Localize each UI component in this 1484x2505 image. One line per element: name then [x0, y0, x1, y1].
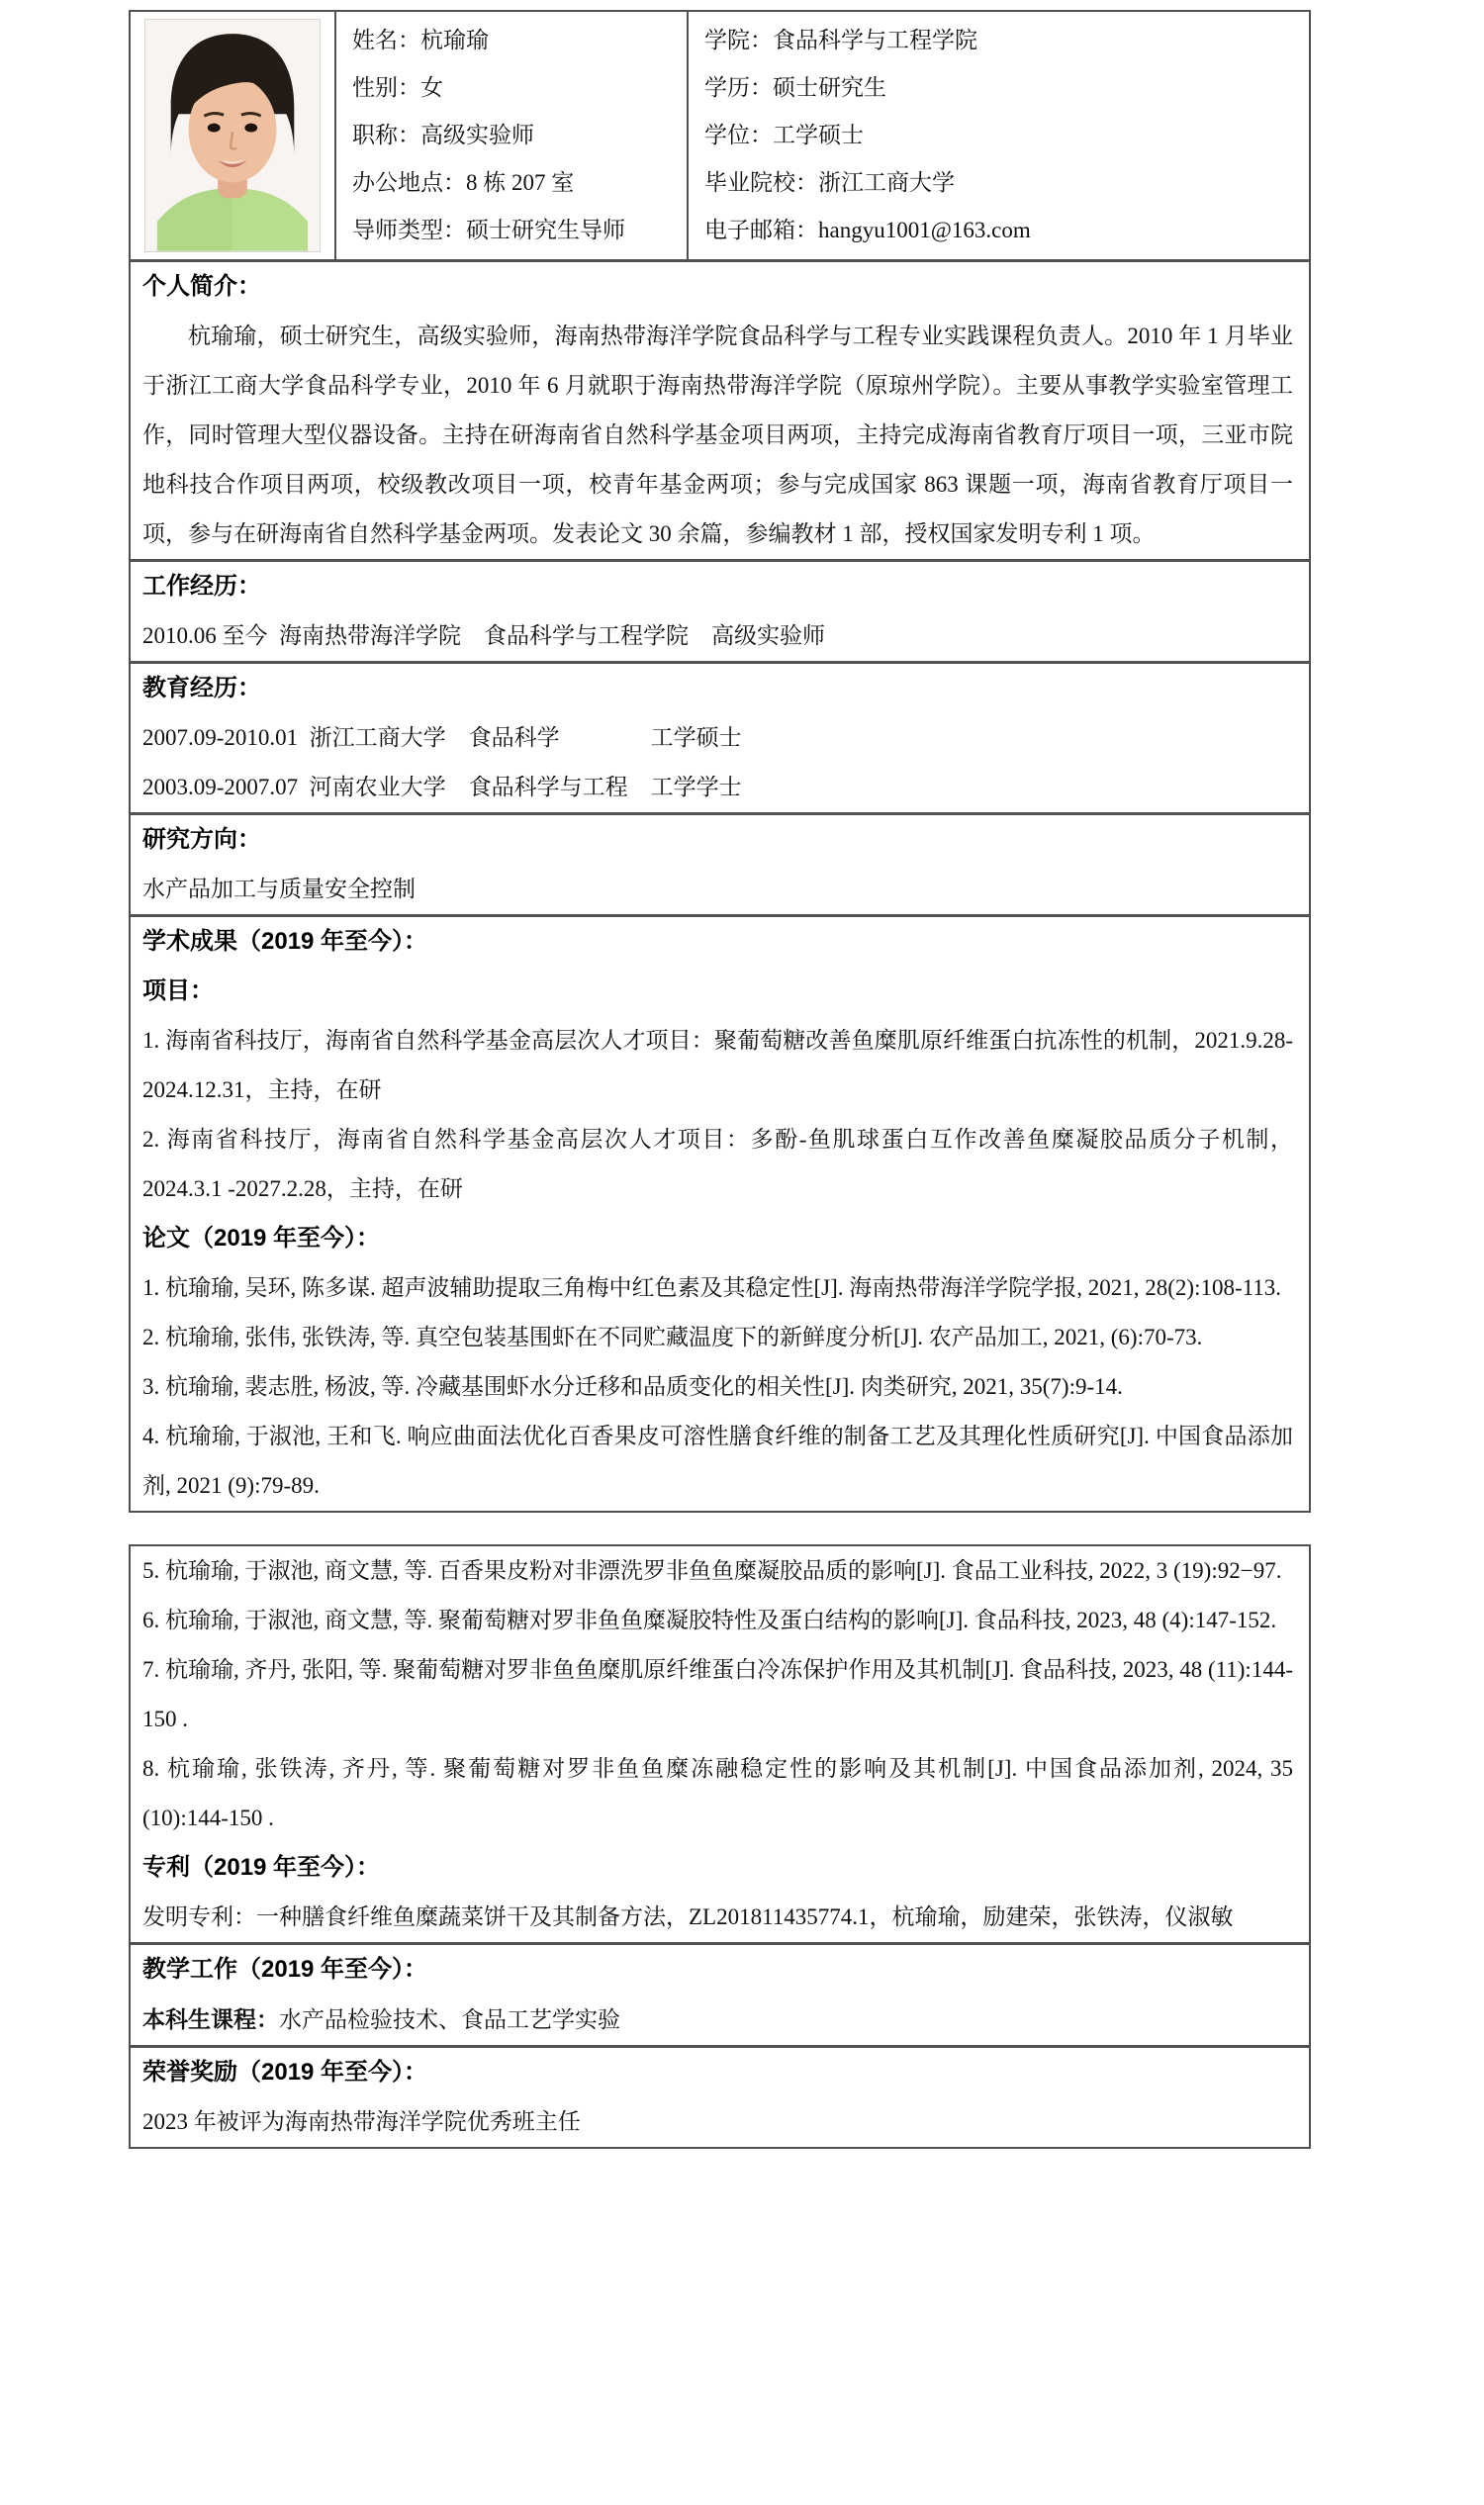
section-title-education-history: 教育经历： [142, 675, 261, 701]
section-achievements-continued [131, 1546, 1309, 1942]
field-education-value: 硕士研究生 [773, 75, 886, 100]
work-experience-entry: 2010.06 至今 海南热带海洋学院 食品科学与工程学院 高级实验师 [142, 623, 825, 648]
section-title-personal-intro: 个人简介： [142, 273, 261, 300]
education-entry: 2003.09-2007.07 河南农业大学 食品科学与工程 工学学士 [142, 775, 742, 799]
patent-item: 发明专利：一种膳食纤维鱼糜蔬菜饼干及其制备方法，ZL201811435774.1，杭瑜瑜，励建荣，张铁涛，仪淑敏 [142, 1904, 1234, 1929]
research-direction-entry: 水产品加工与质量安全控制 [142, 877, 416, 901]
photo-cell [131, 12, 336, 259]
document-body [129, 10, 1311, 2149]
page-block-1 [129, 10, 1311, 1513]
field-alma-mater-label: 毕业院校： [704, 170, 818, 195]
section-education-history [131, 661, 1309, 812]
field-gender-value: 女 [420, 75, 443, 100]
education-entry: 2007.09-2010.01 浙江工商大学 食品科学 工学硕士 [142, 725, 742, 750]
field-email [704, 207, 1309, 254]
field-title-label: 职称： [352, 123, 420, 147]
field-degree-value: 工学硕士 [773, 123, 864, 147]
section-title-academic-achievements: 学术成果（2019 年至今）： [142, 928, 428, 955]
field-email-label: 电子邮箱： [704, 218, 818, 242]
field-gender-label: 性别： [352, 75, 420, 100]
paper-item: 1. 杭瑜瑜, 吴环, 陈多谋. 超声波辅助提取三角梅中红色素及其稳定性[J]. 海南热带海洋学院学报, 2021, 28(2):108-113. [142, 1275, 1282, 1300]
section-teaching-work [131, 1942, 1309, 2045]
field-name-value: 杭瑜瑜 [420, 28, 489, 52]
undergraduate-courses-label: 本科生课程： [142, 2006, 279, 2032]
field-college-value: 食品科学与工程学院 [773, 28, 977, 52]
paper-item: 8. 杭瑜瑜, 张铁涛, 齐丹, 等. 聚葡萄糖对罗非鱼鱼糜冻融稳定性的影响及其机制[J]. 中国食品添加剂, 2024, 35 (10):144-150 . [142, 1756, 1293, 1830]
field-college [704, 17, 1309, 64]
section-academic-achievements [131, 914, 1309, 1511]
field-gender [352, 64, 687, 112]
academic-info-column [689, 12, 1309, 259]
paper-item: 6. 杭瑜瑜, 于淑池, 商文慧, 等. 聚葡萄糖对罗非鱼鱼糜凝胶特性及蛋白结构的影响[J]. 食品科技, 2023, 48 (4):147-152. [142, 1608, 1277, 1632]
paper-item: 2. 杭瑜瑜, 张伟, 张铁涛, 等. 真空包装基围虾在不同贮藏温度下的新鲜度分析[J]. 农产品加工, 2021, (6):70-73. [142, 1325, 1203, 1349]
field-education-label: 学历： [704, 75, 773, 100]
field-college-label: 学院： [704, 28, 773, 52]
field-advisor-type-label: 导师类型： [352, 218, 466, 242]
field-alma-mater-value: 浙江工商大学 [818, 170, 955, 195]
field-advisor-type [352, 207, 687, 254]
patents-heading: 专利（2019 年至今）： [142, 1854, 381, 1881]
field-office-label: 办公地点： [352, 170, 466, 195]
papers-heading: 论文（2019 年至今）： [142, 1225, 381, 1252]
project-item: 2. 海南省科技厅，海南省自然科学基金高层次人才项目：多酚-鱼肌球蛋白互作改善鱼糜凝胶品质分子机制，2024.3.1 -2027.2.28，主持，在研 [142, 1127, 1293, 1201]
field-name-label: 姓名： [352, 28, 420, 52]
field-alma-mater [704, 159, 1309, 207]
section-title-honors-awards: 荣誉奖励（2019 年至今）： [142, 2059, 428, 2086]
section-title-teaching-work: 教学工作（2019 年至今）： [142, 1956, 428, 1983]
field-name [352, 17, 687, 64]
section-research-direction [131, 812, 1309, 914]
field-title [352, 112, 687, 159]
field-advisor-type-value: 硕士研究生导师 [466, 218, 625, 242]
section-honors-awards [131, 2045, 1309, 2147]
section-title-research-direction: 研究方向： [142, 826, 261, 853]
portrait-photo-illustration [145, 20, 320, 251]
section-personal-intro [131, 259, 1309, 559]
section-title-work-experience: 工作经历： [142, 573, 261, 600]
paper-item: 4. 杭瑜瑜, 于淑池, 王和飞. 响应曲面法优化百香果皮可溶性膳食纤维的制备工艺及其理化性质研究[J]. 中国食品添加剂, 2021 (9):79-89. [142, 1424, 1293, 1498]
undergraduate-courses [142, 1995, 1293, 2045]
basic-info-column [336, 12, 689, 259]
section-work-experience [131, 559, 1309, 661]
honor-entry: 2023 年被评为海南热带海洋学院优秀班主任 [142, 2109, 581, 2134]
page-block-2 [129, 1544, 1311, 2149]
field-education [704, 64, 1309, 112]
paper-item: 5. 杭瑜瑜, 于淑池, 商文慧, 等. 百香果皮粉对非漂洗罗非鱼鱼糜凝胶品质的影响[J]. 食品工业科技, 2022, 3 (19):92−97. [142, 1558, 1282, 1583]
field-office-value: 8 栋 207 室 [466, 170, 575, 195]
profile-info-table [131, 12, 1309, 259]
field-degree [704, 112, 1309, 159]
field-title-value: 高级实验师 [420, 123, 534, 147]
personal-intro-paragraph: 杭瑜瑜，硕士研究生，高级实验师，海南热带海洋学院食品科学与工程专业实践课程负责人。2010 年 1 月毕业于浙江工商大学食品科学专业，2010 年 6 月就职于海南热带海洋学院（原琼州学院）。主要从事教学实验室管理工作，同时管理大型仪器设备。主持在研海南省自然科学基金项目两项，主持完成海南省教育厅项目一项，三亚市院地科技合作项目两项，校级教改项目一项，校青年基金两项；参与完成国家 863 课题一项，海南省教育厅项目一项，参与在研海南省自然科学基金两项。发表论文 30 余篇，参编教材 1 部，授权国家发明专利 1 项。 [142, 324, 1293, 546]
projects-heading: 项目： [142, 977, 214, 1004]
field-email-value: hangyu1001@163.com [818, 218, 1031, 242]
profile-photo [144, 19, 321, 252]
project-item: 1. 海南省科技厅，海南省自然科学基金高层次人才项目：聚葡萄糖改善鱼糜肌原纤维蛋白抗冻性的机制，2021.9.28-2024.12.31，主持，在研 [142, 1028, 1293, 1102]
undergraduate-courses-value: 水产品检验技术、食品工艺学实验 [279, 2007, 620, 2032]
field-office [352, 159, 687, 207]
field-degree-label: 学位： [704, 123, 773, 147]
paper-item: 7. 杭瑜瑜, 齐丹, 张阳, 等. 聚葡萄糖对罗非鱼鱼糜肌原纤维蛋白冷冻保护作用及其机制[J]. 食品科技, 2023, 48 (11):144-150 . [142, 1657, 1293, 1731]
paper-item: 3. 杭瑜瑜, 裴志胜, 杨波, 等. 冷藏基围虾水分迁移和品质变化的相关性[J]. 肉类研究, 2021, 35(7):9-14. [142, 1374, 1123, 1399]
